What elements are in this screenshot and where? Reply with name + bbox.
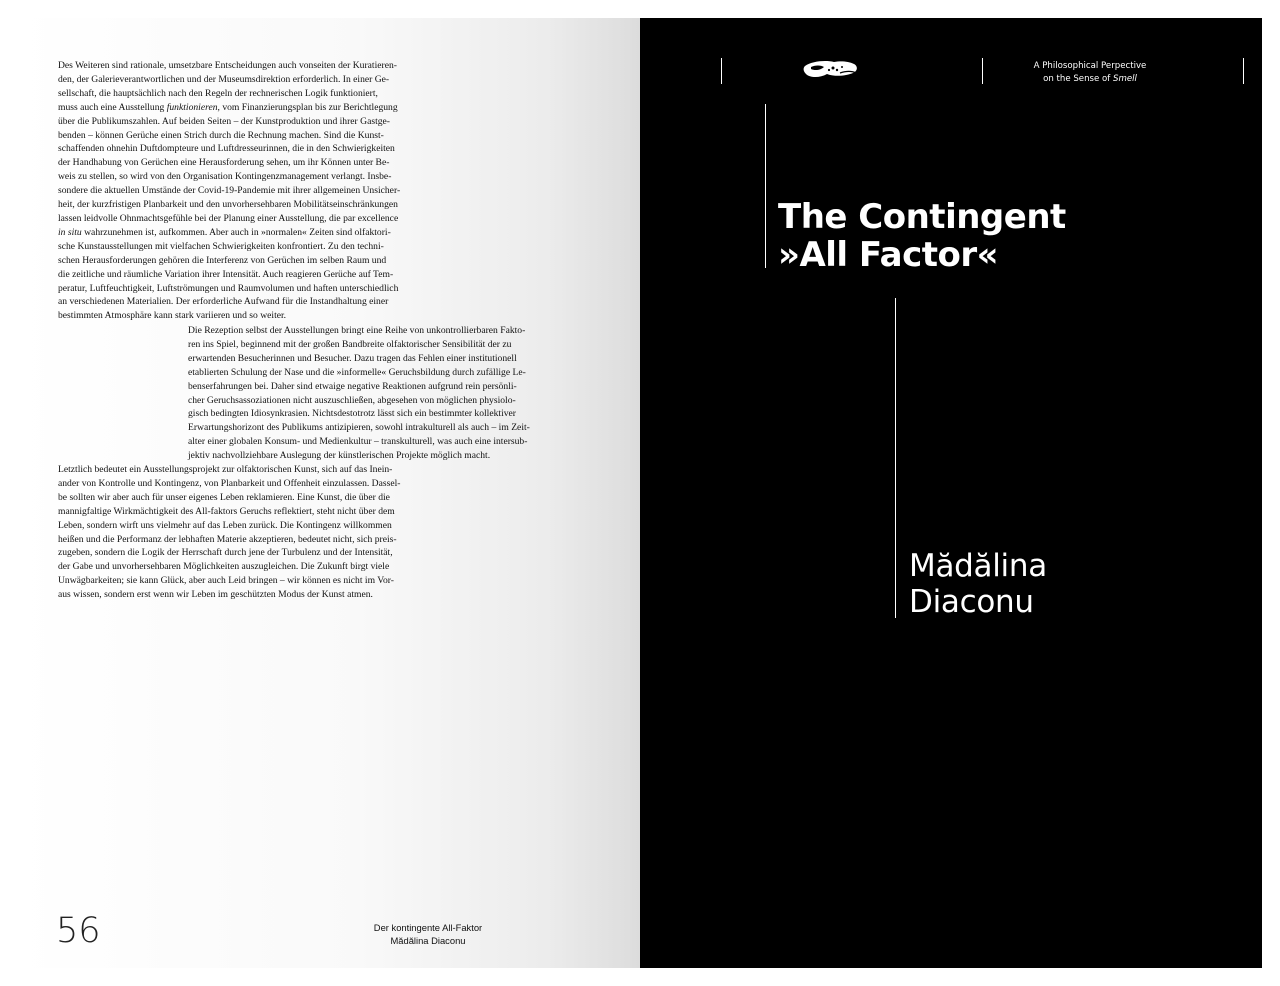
text-line: schen Herausforderungen gehören die Interferenz von Gerüchen im selben Raum und (58, 254, 387, 266)
text-line: etablierten Schulung der Nase und die »informelle« Geruchsbildung durch zufällige Le- (188, 366, 526, 378)
title-rule (765, 104, 766, 268)
series-line-1: A Philosophical Perpective (1033, 61, 1147, 71)
essay-title-line-2: »All Factor« (778, 235, 999, 275)
header-divider (1243, 58, 1244, 84)
text-line: zugeben, sondern die Logik der Herrschaft durch jene der Turbulenz und der Intensität, (58, 547, 393, 559)
text-line: schaffenden ohnehin Duftdompteure und Luftdresseurinnen, die in den Schwierigkeiten (58, 143, 395, 155)
book-spread (18, 18, 1262, 968)
text-line: an verschiedenen Materialien. Der erforderliche Aufwand für die Instandhaltung einer (58, 296, 389, 308)
right-page (640, 18, 1262, 968)
text-line: der Handhabung von Gerüchen eine Herausforderung sehen, um ihr Können unter Be- (58, 157, 390, 169)
series-line-2-italic: Smell (1113, 73, 1137, 84)
author-last-name: Diaconu (909, 584, 1034, 620)
text-line: Letztlich bedeutet ein Ausstellungsprojekt zur olfaktorischen Kunst, sich auf das Inein- (58, 464, 393, 475)
series-line-2 (1010, 73, 1170, 86)
text-line: heit, der kurzfristigen Planbarkeit und den unvorhersehbaren Mobilitätseinschränkungen (58, 199, 398, 211)
text-line: Die Rezeption selbst der Ausstellungen bringt eine Reihe von unkontrollierbaren Fakto- (188, 325, 526, 336)
text-line: weis zu stellen, so wird von den Organisation Kontingenzmanagement verlangt. Insbe- (58, 171, 392, 183)
series-line-2-text: on the Sense of (1043, 73, 1114, 84)
italic-term: in situ (58, 226, 82, 238)
essay-title (778, 198, 1066, 274)
nose-logo-icon (802, 58, 860, 82)
text-line: benserfahrungen bei. Daher sind etwaige negative Reaktionen aufgrund rein persönli- (188, 380, 517, 392)
text-line: muss auch eine Ausstellung funktionieren, vom Finanzierungsplan bis zur Berichtlegung (58, 101, 398, 113)
header-divider (982, 58, 983, 84)
running-footer (288, 922, 568, 947)
text-line: den, der Galerieverantwortlichen und der Museumsdirektion erforderlich. In einer Ge- (58, 73, 390, 85)
text-line: Des Weiteren sind rationale, umsetzbare Entscheidungen auch vonseiten der Kuratieren- (58, 60, 397, 71)
italic-term: funktionieren (166, 101, 218, 113)
text-line: heißen und die Performanz der lebhaften Materie akzeptieren, bedeutet nicht, sich preis- (58, 533, 397, 545)
text-line: ren ins Spiel, beginnend mit der großen Bandbreite olfaktorischer Sensibilität der zu (188, 338, 512, 350)
running-author: Mădălina Diaconu (390, 934, 466, 946)
text-line: der Gabe und unvorhersehbaren Möglichkeiten auszugleichen. Die Zukunft birgt viele (58, 561, 390, 573)
text-line: die zeitliche und räumliche Variation ihrer Intensität. Auch reagieren Gerüche auf Tem- (58, 268, 394, 280)
body-paragraph (188, 324, 530, 463)
text-line: Unwägbarkeiten; sie kann Glück, aber auch Leid bringen – wir können es nicht im Vor- (58, 575, 394, 587)
text-line: peratur, Luftfeuchtigkeit, Luftströmungen und Raumvolumen und haften unterschiedlich (58, 282, 399, 294)
text-line: Leben, sondern wirft uns vielmehr auf das Leben zurück. Die Kontingenz willkommen (58, 519, 392, 531)
running-title: Der kontingente All-Faktor (373, 922, 483, 933)
body-paragraph (58, 59, 400, 323)
text-line: gisch bedingten Idiosynkrasien. Nichtsdestotrotz lässt sich ein bestimmter kollektiver (188, 408, 516, 420)
text-line: in situ wahrzunehmen ist, aufkommen. Aber auch in »normalen« Zeiten sind olfaktori- (58, 226, 391, 238)
text-line: be sollten wir aber auch für unser eigenes Leben reklamieren. Eine Kunst, die über die (58, 491, 390, 503)
text-line: alter einer globalen Konsum- und Medienkultur – transkulturell, was auch eine intersub- (188, 436, 528, 448)
text-line: ander von Kontrolle und Kontingenz, von Planbarkeit und Offenheit einzulassen. Dassel- (58, 477, 401, 489)
author-name (909, 548, 1047, 620)
text-line: sche Kunstausstellungen mit vielfachen Schwierigkeiten konfrontiert. Zu den techni- (58, 240, 384, 252)
text-line: mannigfaltige Wirkmächtigkeit des All-faktors Geruchs reflektiert, steht nicht über dem (58, 505, 395, 517)
text-line: benden – können Gerüche einen Strich durch die Rechnung machen. Sind die Kunst- (58, 129, 384, 141)
page-number: 56 (56, 911, 101, 951)
text-line: sondere die aktuellen Umstände der Covid-19-Pandemie mit ihrer allgemeinen Unsicher- (58, 185, 401, 197)
text-line: bestimmten Atmosphäre kann stark variieren und so weiter. (58, 310, 287, 322)
text-line: Erwartungshorizont des Publikums antizipieren, sowohl intrakulturell als auch – im Zeit- (188, 422, 530, 434)
text-line: jektiv nachvollziehbare Auslegung der künstlerischen Projekte möglich macht. (188, 450, 491, 462)
header-divider (721, 58, 722, 84)
text-line: lassen leidvolle Ohnmachtsgefühle bei der Planung einer Ausstellung, die par excellence (58, 212, 399, 224)
text-line: über die Publikumszahlen. Auf beiden Seiten – der Kunstproduktion und ihrer Gastge- (58, 115, 390, 127)
author-first-name: Mădălina (909, 548, 1047, 584)
author-rule (895, 298, 896, 618)
text-line: sellschaft, die hauptsächlich nach den Regeln der rechnerischen Logik funktioniert, (58, 87, 378, 99)
text-line: aus wissen, sondern erst wenn wir Leben im geschützten Modus der Kunst atmen. (58, 589, 373, 601)
text-line: cher Geruchsassoziationen nicht auszuschließen, abgesehen von möglichen physiolo- (188, 394, 516, 406)
essay-title-line-1: The Contingent (778, 197, 1066, 237)
text-line: erwartenden Besucherinnen und Besucher. Dazu tragen das Fehlen einer institutionell (188, 352, 517, 364)
left-page (18, 18, 640, 968)
series-title (1010, 60, 1170, 85)
body-paragraph (58, 463, 400, 602)
